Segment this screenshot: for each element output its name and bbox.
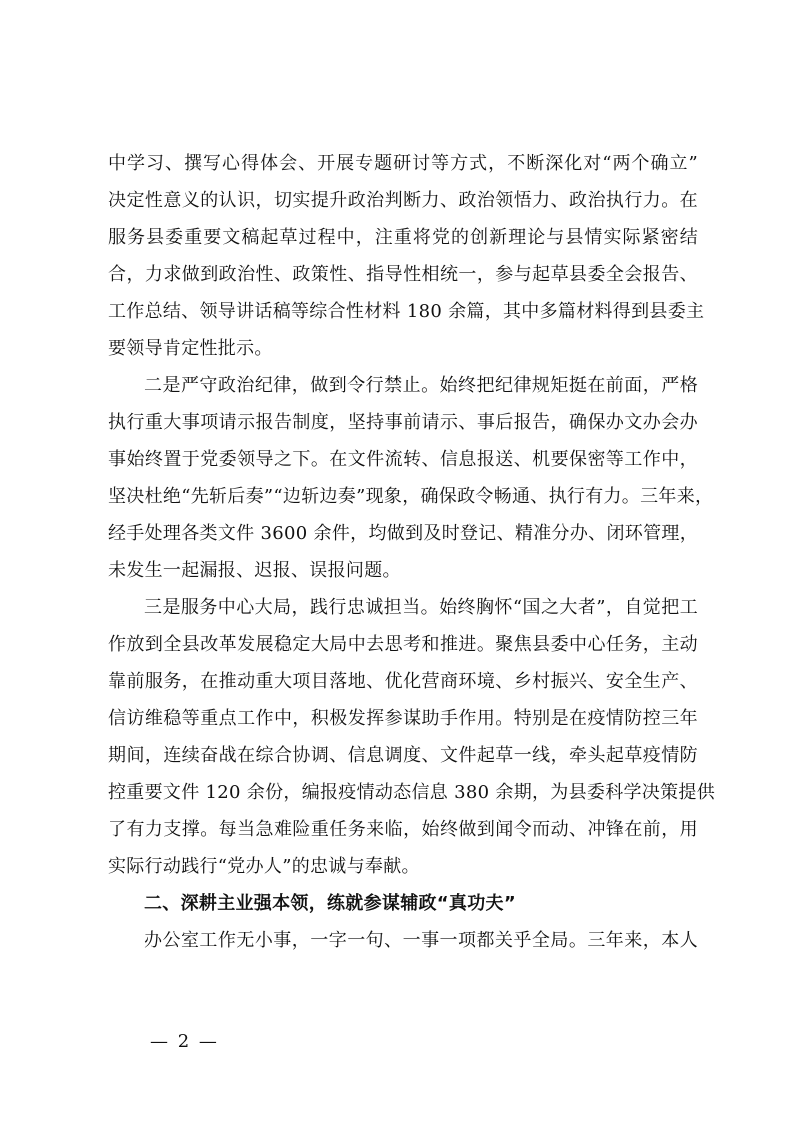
document-body bbox=[108, 145, 715, 959]
paragraph-line: 办公室工作无小事，一字一句、一事一项都关乎全局。三年来，本人 bbox=[144, 930, 698, 951]
paragraph-line: 执行重大事项请示报告制度，坚持事前请示、事后报告，确保办文办会办 bbox=[108, 412, 698, 433]
paragraph-line: 三是服务中心大局，践行忠诚担当。始终胸怀“国之大者”，自觉把工 bbox=[144, 597, 698, 618]
paragraph-line: 未发生一起漏报、迟报、误报问题。 bbox=[108, 560, 401, 581]
paragraph-line: 合，力求做到政治性、政策性、指导性相统一，参与起草县委全会报告、 bbox=[108, 264, 698, 285]
paragraph-line: 控重要文件 120 余份，编报疫情动态信息 380 余期，为县委科学决策提供 bbox=[108, 782, 715, 803]
paragraph-line: 要领导肯定性批示。 bbox=[108, 338, 273, 359]
paragraph-line: 实际行动践行“党办人”的忠诚与奉献。 bbox=[108, 856, 420, 877]
paragraph-line: 中学习、撰写心得体会、开展专题研讨等方式，不断深化对“两个确立” bbox=[108, 153, 698, 174]
page-number: — 2 — bbox=[150, 1031, 219, 1052]
paragraph-line: 二是严守政治纪律，做到令行禁止。始终把纪律规矩挺在前面，严格 bbox=[144, 375, 698, 396]
paragraph-line: 服务县委重要文稿起草过程中，注重将党的创新理论与县情实际紧密结 bbox=[108, 227, 698, 248]
paragraph-line: 期间，连续奋战在综合协调、信息调度、文件起草一线，牵头起草疫情防 bbox=[108, 745, 698, 766]
paragraph-line: 坚决杜绝“先斩后奏”“边斩边奏”现象，确保政令畅通、执行有力。三年来， bbox=[108, 486, 714, 507]
paragraph-line: 决定性意义的认识，切实提升政治判断力、政治领悟力、政治执行力。在 bbox=[108, 190, 698, 211]
paragraph-line: 事始终置于党委领导之下。在文件流转、信息报送、机要保密等工作中， bbox=[108, 449, 698, 470]
paragraph-line: 了有力支撑。每当急难险重任务来临，始终做到闻令而动、冲锋在前，用 bbox=[108, 819, 698, 840]
paragraph-line: 工作总结、领导讲话稿等综合性材料 180 余篇，其中多篇材料得到县委主 bbox=[108, 301, 705, 322]
paragraph-line: 作放到全县改革发展稳定大局中去思考和推进。聚焦县委中心任务，主动 bbox=[108, 634, 698, 655]
paragraph-line: 经手处理各类文件 3600 余件，均做到及时登记、精准分办、闭环管理， bbox=[108, 523, 698, 544]
paragraph-line: 信访维稳等重点工作中，积极发挥参谋助手作用。特别是在疫情防控三年 bbox=[108, 708, 698, 729]
section-heading: 二、深耕主业强本领，练就参谋辅政“真功夫” bbox=[144, 893, 516, 914]
paragraph-line: 靠前服务，在推动重大项目落地、优化营商环境、乡村振兴、安全生产、 bbox=[108, 671, 698, 692]
